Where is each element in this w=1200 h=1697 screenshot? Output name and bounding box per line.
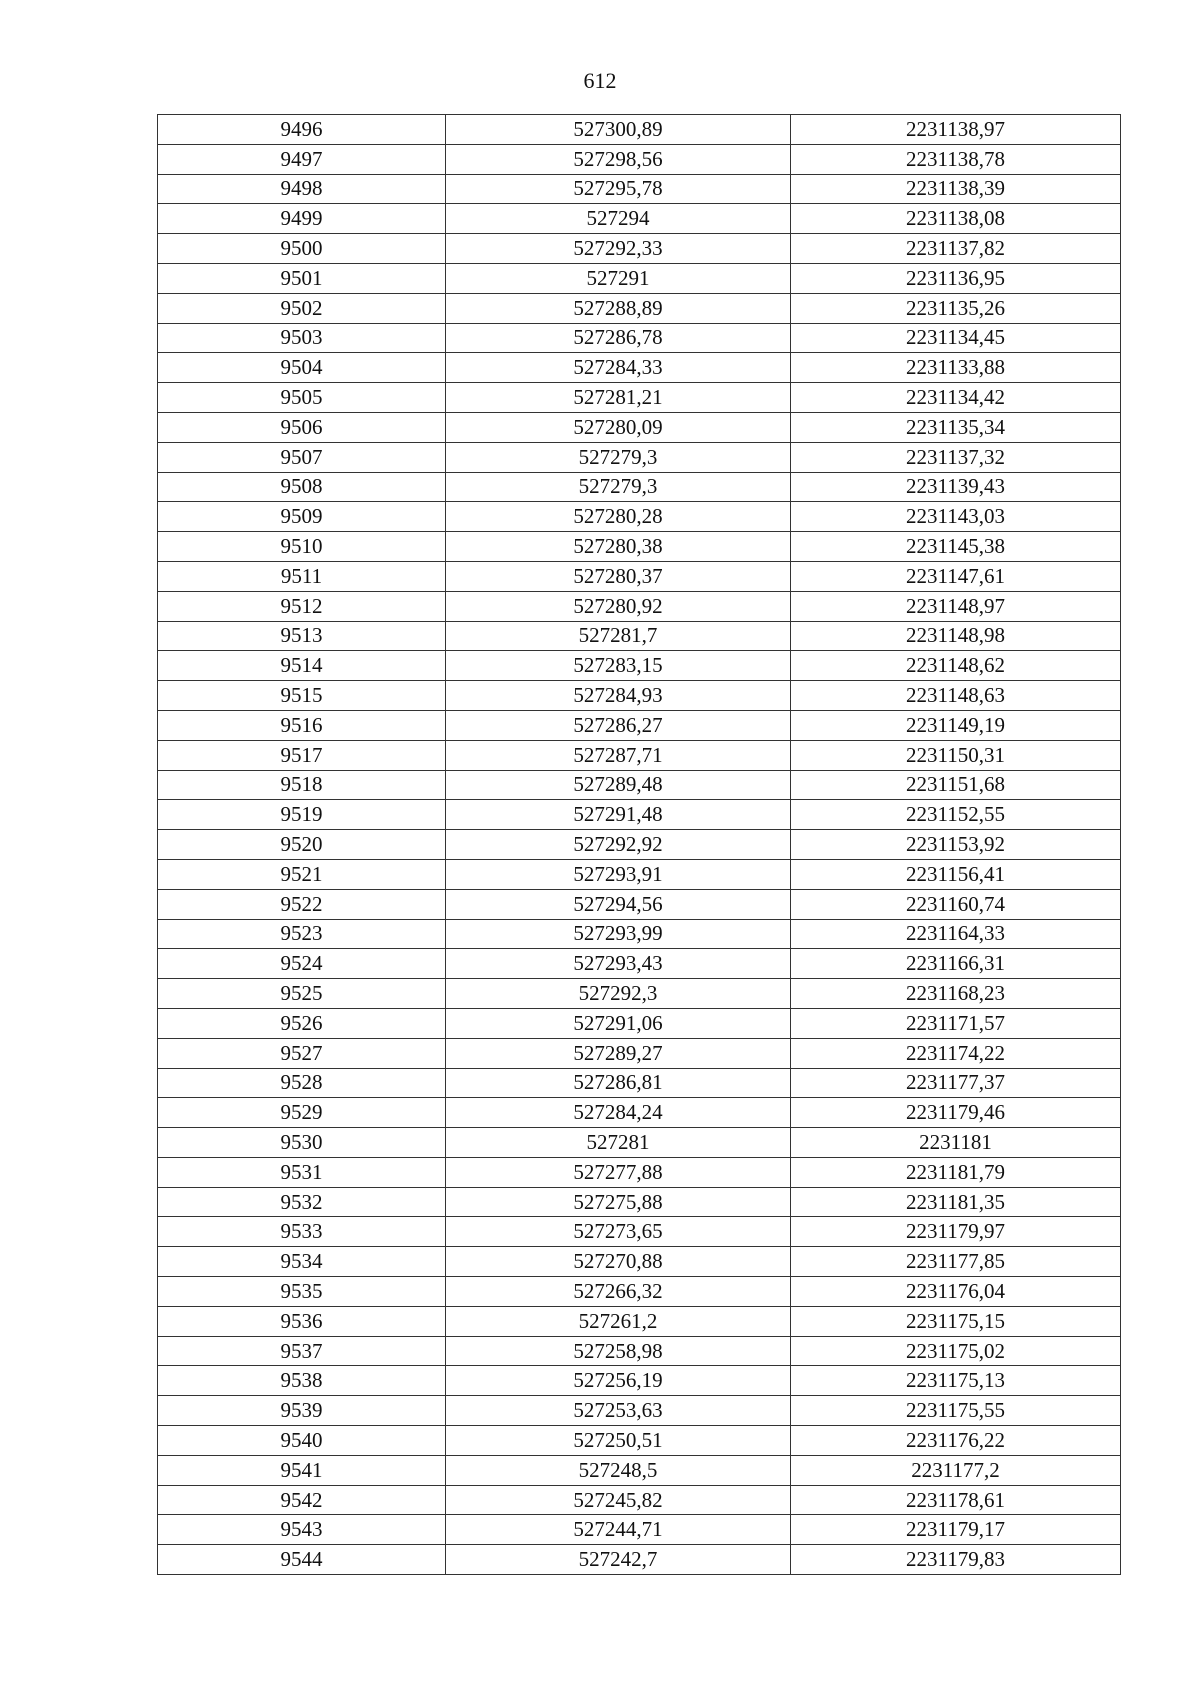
y-coordinate-cell: 2231179,17 <box>791 1515 1121 1545</box>
table-row <box>158 323 1121 353</box>
x-coordinate-cell: 527280,09 <box>446 412 791 442</box>
y-coordinate-cell: 2231177,2 <box>791 1455 1121 1485</box>
point-number-cell: 9526 <box>158 1008 446 1038</box>
point-number-cell: 9507 <box>158 442 446 472</box>
x-coordinate-cell: 527288,89 <box>446 293 791 323</box>
table-row <box>158 621 1121 651</box>
point-number-cell: 9499 <box>158 204 446 234</box>
table-row <box>158 472 1121 502</box>
table-row <box>158 1366 1121 1396</box>
point-number-cell: 9520 <box>158 830 446 860</box>
x-coordinate-cell: 527289,27 <box>446 1038 791 1068</box>
table-row <box>158 889 1121 919</box>
x-coordinate-cell: 527284,33 <box>446 353 791 383</box>
y-coordinate-cell: 2231171,57 <box>791 1008 1121 1038</box>
y-coordinate-cell: 2231138,08 <box>791 204 1121 234</box>
x-coordinate-cell: 527283,15 <box>446 651 791 681</box>
x-coordinate-cell: 527295,78 <box>446 174 791 204</box>
point-number-cell: 9524 <box>158 949 446 979</box>
y-coordinate-cell: 2231179,46 <box>791 1098 1121 1128</box>
point-number-cell: 9502 <box>158 293 446 323</box>
y-coordinate-cell: 2231135,26 <box>791 293 1121 323</box>
y-coordinate-cell: 2231149,19 <box>791 710 1121 740</box>
x-coordinate-cell: 527294,56 <box>446 889 791 919</box>
x-coordinate-cell: 527245,82 <box>446 1485 791 1515</box>
y-coordinate-cell: 2231151,68 <box>791 770 1121 800</box>
point-number-cell: 9533 <box>158 1217 446 1247</box>
x-coordinate-cell: 527279,3 <box>446 442 791 472</box>
point-number-cell: 9536 <box>158 1306 446 1336</box>
x-coordinate-cell: 527280,28 <box>446 502 791 532</box>
y-coordinate-cell: 2231177,85 <box>791 1247 1121 1277</box>
table-row <box>158 830 1121 860</box>
y-coordinate-cell: 2231133,88 <box>791 353 1121 383</box>
table-body <box>158 115 1121 1575</box>
point-number-cell: 9532 <box>158 1187 446 1217</box>
page-number: 612 <box>583 68 617 93</box>
point-number-cell: 9535 <box>158 1277 446 1307</box>
y-coordinate-cell: 2231175,15 <box>791 1306 1121 1336</box>
table-row <box>158 1426 1121 1456</box>
table-row <box>158 1545 1121 1575</box>
x-coordinate-cell: 527291 <box>446 263 791 293</box>
y-coordinate-cell: 2231160,74 <box>791 889 1121 919</box>
y-coordinate-cell: 2231148,63 <box>791 681 1121 711</box>
table-row <box>158 919 1121 949</box>
point-number-cell: 9510 <box>158 532 446 562</box>
point-number-cell: 9519 <box>158 800 446 830</box>
y-coordinate-cell: 2231148,98 <box>791 621 1121 651</box>
point-number-cell: 9522 <box>158 889 446 919</box>
table-row <box>158 1157 1121 1187</box>
point-number-cell: 9525 <box>158 979 446 1009</box>
table-row <box>158 1396 1121 1426</box>
x-coordinate-cell: 527280,92 <box>446 591 791 621</box>
x-coordinate-cell: 527294 <box>446 204 791 234</box>
x-coordinate-cell: 527279,3 <box>446 472 791 502</box>
x-coordinate-cell: 527275,88 <box>446 1187 791 1217</box>
table-row <box>158 1515 1121 1545</box>
table-row <box>158 1187 1121 1217</box>
table-row <box>158 532 1121 562</box>
point-number-cell: 9497 <box>158 144 446 174</box>
y-coordinate-cell: 2231143,03 <box>791 502 1121 532</box>
point-number-cell: 9514 <box>158 651 446 681</box>
y-coordinate-cell: 2231150,31 <box>791 740 1121 770</box>
x-coordinate-cell: 527286,27 <box>446 710 791 740</box>
point-number-cell: 9531 <box>158 1157 446 1187</box>
table-row <box>158 502 1121 532</box>
table-row <box>158 710 1121 740</box>
y-coordinate-cell: 2231174,22 <box>791 1038 1121 1068</box>
table-row <box>158 353 1121 383</box>
point-number-cell: 9542 <box>158 1485 446 1515</box>
table-row <box>158 740 1121 770</box>
table-row <box>158 561 1121 591</box>
table-row <box>158 1485 1121 1515</box>
y-coordinate-cell: 2231166,31 <box>791 949 1121 979</box>
table-row <box>158 174 1121 204</box>
y-coordinate-cell: 2231179,83 <box>791 1545 1121 1575</box>
y-coordinate-cell: 2231164,33 <box>791 919 1121 949</box>
x-coordinate-cell: 527284,24 <box>446 1098 791 1128</box>
point-number-cell: 9530 <box>158 1128 446 1158</box>
table-row <box>158 681 1121 711</box>
table-row <box>158 115 1121 145</box>
point-number-cell: 9537 <box>158 1336 446 1366</box>
x-coordinate-cell: 527292,33 <box>446 234 791 264</box>
table-row <box>158 1068 1121 1098</box>
y-coordinate-cell: 2231181 <box>791 1128 1121 1158</box>
table-row <box>158 1455 1121 1485</box>
y-coordinate-cell: 2231137,82 <box>791 234 1121 264</box>
x-coordinate-cell: 527287,71 <box>446 740 791 770</box>
table-row <box>158 1247 1121 1277</box>
table-row <box>158 651 1121 681</box>
y-coordinate-cell: 2231175,02 <box>791 1336 1121 1366</box>
y-coordinate-cell: 2231178,61 <box>791 1485 1121 1515</box>
x-coordinate-cell: 527286,78 <box>446 323 791 353</box>
y-coordinate-cell: 2231138,78 <box>791 144 1121 174</box>
table-row <box>158 144 1121 174</box>
point-number-cell: 9505 <box>158 383 446 413</box>
point-number-cell: 9518 <box>158 770 446 800</box>
x-coordinate-cell: 527293,99 <box>446 919 791 949</box>
x-coordinate-cell: 527250,51 <box>446 1426 791 1456</box>
point-number-cell: 9538 <box>158 1366 446 1396</box>
x-coordinate-cell: 527281,21 <box>446 383 791 413</box>
y-coordinate-cell: 2231177,37 <box>791 1068 1121 1098</box>
y-coordinate-cell: 2231136,95 <box>791 263 1121 293</box>
x-coordinate-cell: 527248,5 <box>446 1455 791 1485</box>
y-coordinate-cell: 2231153,92 <box>791 830 1121 860</box>
table-row <box>158 949 1121 979</box>
point-number-cell: 9506 <box>158 412 446 442</box>
y-coordinate-cell: 2231148,62 <box>791 651 1121 681</box>
point-number-cell: 9543 <box>158 1515 446 1545</box>
y-coordinate-cell: 2231137,32 <box>791 442 1121 472</box>
point-number-cell: 9501 <box>158 263 446 293</box>
x-coordinate-cell: 527273,65 <box>446 1217 791 1247</box>
x-coordinate-cell: 527242,7 <box>446 1545 791 1575</box>
point-number-cell: 9509 <box>158 502 446 532</box>
y-coordinate-cell: 2231176,04 <box>791 1277 1121 1307</box>
point-number-cell: 9544 <box>158 1545 446 1575</box>
point-number-cell: 9541 <box>158 1455 446 1485</box>
table-row <box>158 1336 1121 1366</box>
y-coordinate-cell: 2231134,42 <box>791 383 1121 413</box>
table-row <box>158 1277 1121 1307</box>
table-row <box>158 234 1121 264</box>
x-coordinate-cell: 527293,43 <box>446 949 791 979</box>
y-coordinate-cell: 2231134,45 <box>791 323 1121 353</box>
x-coordinate-cell: 527289,48 <box>446 770 791 800</box>
point-number-cell: 9512 <box>158 591 446 621</box>
x-coordinate-cell: 527270,88 <box>446 1247 791 1277</box>
table-row <box>158 1128 1121 1158</box>
point-number-cell: 9500 <box>158 234 446 264</box>
table-row <box>158 1008 1121 1038</box>
table-row <box>158 263 1121 293</box>
table-row <box>158 859 1121 889</box>
x-coordinate-cell: 527280,37 <box>446 561 791 591</box>
point-number-cell: 9528 <box>158 1068 446 1098</box>
x-coordinate-cell: 527258,98 <box>446 1336 791 1366</box>
y-coordinate-cell: 2231147,61 <box>791 561 1121 591</box>
x-coordinate-cell: 527266,32 <box>446 1277 791 1307</box>
x-coordinate-cell: 527284,93 <box>446 681 791 711</box>
point-number-cell: 9517 <box>158 740 446 770</box>
y-coordinate-cell: 2231181,35 <box>791 1187 1121 1217</box>
x-coordinate-cell: 527253,63 <box>446 1396 791 1426</box>
x-coordinate-cell: 527293,91 <box>446 859 791 889</box>
y-coordinate-cell: 2231156,41 <box>791 859 1121 889</box>
table-row <box>158 1306 1121 1336</box>
point-number-cell: 9511 <box>158 561 446 591</box>
point-number-cell: 9504 <box>158 353 446 383</box>
table-row <box>158 979 1121 1009</box>
x-coordinate-cell: 527280,38 <box>446 532 791 562</box>
y-coordinate-cell: 2231175,13 <box>791 1366 1121 1396</box>
table-row <box>158 442 1121 472</box>
y-coordinate-cell: 2231179,97 <box>791 1217 1121 1247</box>
table-row <box>158 204 1121 234</box>
y-coordinate-cell: 2231175,55 <box>791 1396 1121 1426</box>
y-coordinate-cell: 2231148,97 <box>791 591 1121 621</box>
y-coordinate-cell: 2231135,34 <box>791 412 1121 442</box>
y-coordinate-cell: 2231168,23 <box>791 979 1121 1009</box>
point-number-cell: 9521 <box>158 859 446 889</box>
point-number-cell: 9529 <box>158 1098 446 1128</box>
table-row <box>158 1217 1121 1247</box>
point-number-cell: 9515 <box>158 681 446 711</box>
x-coordinate-cell: 527291,06 <box>446 1008 791 1038</box>
point-number-cell: 9539 <box>158 1396 446 1426</box>
point-number-cell: 9503 <box>158 323 446 353</box>
y-coordinate-cell: 2231176,22 <box>791 1426 1121 1456</box>
x-coordinate-cell: 527281 <box>446 1128 791 1158</box>
x-coordinate-cell: 527256,19 <box>446 1366 791 1396</box>
x-coordinate-cell: 527286,81 <box>446 1068 791 1098</box>
x-coordinate-cell: 527244,71 <box>446 1515 791 1545</box>
point-number-cell: 9496 <box>158 115 446 145</box>
point-number-cell: 9498 <box>158 174 446 204</box>
y-coordinate-cell: 2231138,97 <box>791 115 1121 145</box>
point-number-cell: 9523 <box>158 919 446 949</box>
point-number-cell: 9540 <box>158 1426 446 1456</box>
table-row <box>158 1098 1121 1128</box>
point-number-cell: 9534 <box>158 1247 446 1277</box>
x-coordinate-cell: 527277,88 <box>446 1157 791 1187</box>
table-row <box>158 770 1121 800</box>
x-coordinate-cell: 527261,2 <box>446 1306 791 1336</box>
x-coordinate-cell: 527292,3 <box>446 979 791 1009</box>
x-coordinate-cell: 527298,56 <box>446 144 791 174</box>
y-coordinate-cell: 2231145,38 <box>791 532 1121 562</box>
coordinates-table <box>157 114 1121 1575</box>
x-coordinate-cell: 527291,48 <box>446 800 791 830</box>
x-coordinate-cell: 527281,7 <box>446 621 791 651</box>
y-coordinate-cell: 2231139,43 <box>791 472 1121 502</box>
table-row <box>158 800 1121 830</box>
table-row <box>158 591 1121 621</box>
y-coordinate-cell: 2231181,79 <box>791 1157 1121 1187</box>
x-coordinate-cell: 527292,92 <box>446 830 791 860</box>
table-row <box>158 383 1121 413</box>
point-number-cell: 9513 <box>158 621 446 651</box>
table-row <box>158 412 1121 442</box>
table-row <box>158 1038 1121 1068</box>
y-coordinate-cell: 2231138,39 <box>791 174 1121 204</box>
point-number-cell: 9508 <box>158 472 446 502</box>
point-number-cell: 9516 <box>158 710 446 740</box>
point-number-cell: 9527 <box>158 1038 446 1068</box>
x-coordinate-cell: 527300,89 <box>446 115 791 145</box>
y-coordinate-cell: 2231152,55 <box>791 800 1121 830</box>
table-row <box>158 293 1121 323</box>
